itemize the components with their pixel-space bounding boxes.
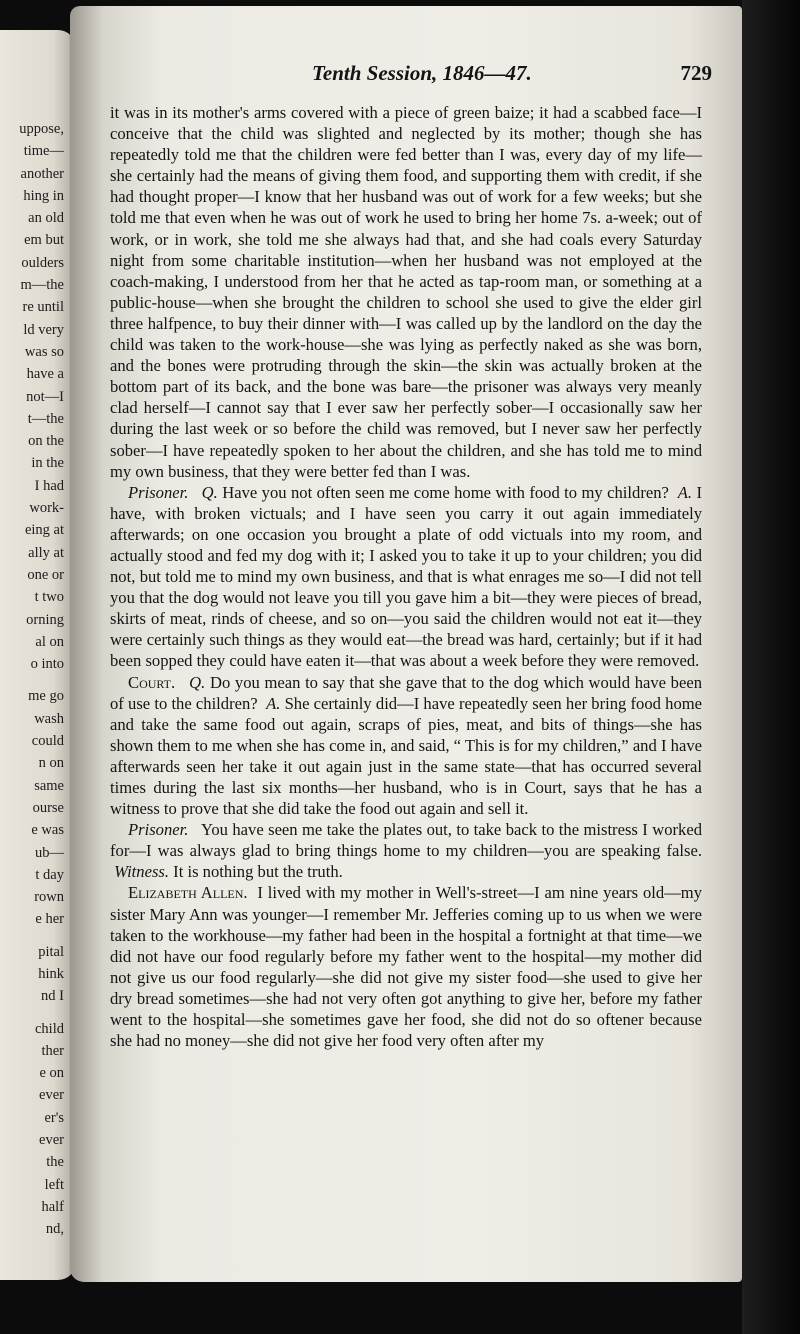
left-fragment-line: child	[35, 1020, 64, 1037]
left-fragment-line: eing at	[24, 522, 64, 539]
left-fragment-line: hing in	[23, 187, 64, 204]
left-fragment-line: n on	[38, 755, 64, 772]
left-fragment-line: rown	[34, 889, 64, 906]
running-header	[280, 61, 720, 89]
left-fragment-line: m—the	[20, 277, 64, 294]
question-marker: Q.	[189, 672, 206, 692]
left-fragment-line: ourse	[32, 799, 64, 816]
left-fragment-line: t—the	[27, 410, 64, 427]
left-fragment-line: al on	[35, 633, 64, 650]
left-fragment-line: was so	[24, 343, 64, 360]
right-background	[742, 0, 800, 1334]
left-fragment-line: e was	[31, 822, 64, 839]
speaker-label: Prisoner.	[128, 820, 189, 840]
left-fragment-line: I had	[34, 477, 64, 494]
left-fragment-line: em but	[24, 232, 64, 249]
left-fragment-line: er's	[44, 1109, 64, 1126]
left-fragment-line: have a	[26, 366, 64, 383]
left-page-edge	[0, 30, 76, 1280]
left-fragment-line: hink	[38, 965, 64, 982]
left-fragment-line: an old	[28, 210, 64, 227]
left-fragment-line: orning	[26, 611, 64, 628]
left-fragment-line: left	[44, 1176, 64, 1193]
left-fragment-line: the	[46, 1154, 64, 1171]
left-fragment-line: on the	[28, 433, 64, 450]
left-fragment-line: not—I	[26, 388, 64, 405]
question-text: Have you not often seen me come home with food to my children?	[222, 482, 669, 502]
left-fragment-line: ever	[39, 1087, 64, 1104]
question-text: Do you mean to say that she gave that to the dog which would have been of use to the children?	[110, 672, 703, 713]
left-page-text-fragments	[0, 118, 64, 1241]
document-page	[70, 6, 742, 1282]
left-fragment-line: time—	[23, 143, 64, 160]
speaker-label: Prisoner.	[128, 482, 189, 502]
left-fragment-line: re until	[22, 299, 64, 316]
left-fragment-line: e her	[35, 911, 64, 928]
left-fragment-gap	[0, 675, 64, 685]
paragraph-testimony: it was in its mother's arms covered with a piece of green baize; it had a scabbed face—I conceive that the child was slighted and neglected by its mother; though she has repeatedly told me that the children were fed better than I was, every day of my life—she certainly had the means of giving them food, and supporting them with credit, if she had thought proper—I know that her husband was out of work for a few weeks; but she told me that even when he was out of work he used to bring her home 7s. a-week; out of work, or in work, she told me she always had that, and she had coals every Saturday night from some charitable institution—when her husband was not employed at the coach-making, I understood from her that he acted as tap-room man, or something at a public-house—when she brought the children to school she used to give the elder girl three halfpence, to buy their dinner with—I was called up by the landlord on the day the child was taken to the work-house—she was lying as perfectly naked as she was born, and the bones were protruding through the skin—the skin was actually broken at the bottom part of its back, and the bone was bare—the prisoner was always very meanly clad herself—I cannot say that I ever saw her perfectly sober—I occasionally saw her during the last week or so before the child was removed, but I never saw her perfectly sober—I have repeatedly spoken to her about the children, and she has told me to mind my own business, that they were better fed than I was.	[110, 103, 702, 481]
speaker-label: Court.	[128, 672, 176, 692]
left-fragment-line: pital	[38, 943, 64, 960]
left-fragment-gap	[0, 931, 64, 941]
answer-marker: A.	[266, 693, 281, 713]
body-text	[110, 102, 702, 1051]
speaker-label: Elizabeth Allen.	[128, 883, 248, 903]
paragraph-prisoner-statement	[110, 819, 702, 882]
left-fragment-line: same	[34, 777, 64, 794]
left-fragment-gap	[0, 1008, 64, 1018]
left-fragment-line: ever	[39, 1132, 64, 1149]
answer-marker: A.	[677, 482, 693, 502]
left-fragment-line: nd,	[45, 1221, 64, 1238]
left-fragment-line: half	[41, 1198, 64, 1215]
left-fragment-line: o into	[30, 656, 64, 673]
left-fragment-line: me go	[28, 688, 64, 705]
left-fragment-line: wash	[34, 710, 64, 727]
left-fragment-line: one or	[27, 566, 64, 583]
answer-text: She certainly did—I have repeatedly seen her bring food home and take the same food out again, scraps of pies, meat, and bits of things—she has shown them to me when she has come in, and said, “ This is for my children,” and I have afterwards seen her take it out again just in the same state—that has occurred several times during the last six months—her husband, who is in Court, says that he has a witness to prove that she did take the food out again and sell it.	[110, 693, 703, 819]
left-fragment-line: ub—	[35, 844, 64, 861]
left-fragment-line: in the	[31, 455, 64, 472]
left-fragment-line: oulders	[21, 254, 64, 271]
paragraph-elizabeth-allen	[110, 882, 702, 1051]
left-fragment-line: ld very	[23, 321, 64, 338]
paragraph-court-question	[110, 672, 702, 820]
left-fragment-line: work-	[29, 500, 64, 517]
left-fragment-line: t day	[35, 866, 64, 883]
statement-text: You have seen me take the plates out, to take back to the mistress I worked for—I was always glad to bring things home to my children—you are speaking false.	[110, 820, 702, 861]
answer-text: I have, with broken victuals; and I have seen you carry it out again immediately afterwards; on one occasion you brought a plate of odd victuals into my room, and actually stood and fed my dog with it; I asked you to take it up to your children; you did not, but told me to mind my own business, and that is what enrages me so—I did not tell you that the dog would not leave you till you gave him a bit—they were pieces of bread, skirts of meat, rinds of cheese, and so on—you said the children would not eat it—they were certainly such things as they would eat—the bread was hard, certainly; but if it had been sopped they could have eaten it—that was about a week before they were removed.	[110, 482, 702, 671]
left-fragment-line: e on	[39, 1065, 64, 1082]
session-title: Tenth Session, 1846—47.	[312, 61, 532, 85]
left-fragment-line: ther	[41, 1042, 64, 1059]
witness-label: Witness.	[114, 862, 170, 882]
page-number: 729	[680, 61, 712, 85]
left-fragment-line: another	[20, 165, 64, 182]
witness-text: It is nothing but the truth.	[173, 862, 343, 882]
left-fragment-line: t two	[34, 589, 64, 606]
left-fragment-line: nd I	[41, 988, 64, 1005]
left-fragment-line: uppose,	[19, 121, 64, 137]
question-marker: Q.	[201, 482, 218, 502]
left-fragment-line: could	[31, 733, 64, 750]
paragraph-prisoner-question	[110, 482, 702, 672]
left-fragment-line: ally at	[28, 544, 64, 561]
testimony-text: I lived with my mother in Well's-street—I am nine years old—my sister Mary Ann was younger—I remember Mr. Jefferies coming up to us when we were taken to the workhouse—my father had been in the hospital a fortnight at that time—we did not have our food regularly before my father went to the hospital—my mother did not give us our food regularly—she did not give my sister food—she used to give her dry bread sometimes—she had not very often got anything to give her, before my father went to the hospital—she sometimes gave her food, she did not do so oftener because she had no money—she did not give her food very often after my	[110, 883, 702, 1051]
